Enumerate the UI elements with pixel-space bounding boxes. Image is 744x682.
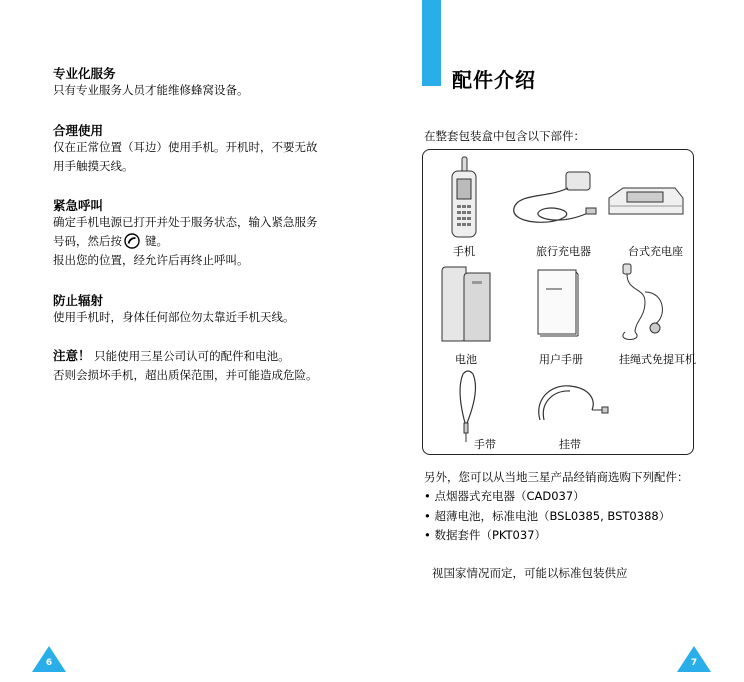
earphone-image <box>615 262 675 344</box>
label-earphone: 挂绳式免提耳机 <box>619 353 696 366</box>
label-travel-charger: 旅行充电器 <box>536 245 591 258</box>
section-title-proper-use: 合理使用 <box>53 123 104 138</box>
title-accent-bar <box>422 0 441 86</box>
note-line-1 <box>53 346 290 366</box>
label-phone: 手机 <box>453 245 475 258</box>
section-text-proper-use-2: 用手触摸天线。 <box>53 159 134 173</box>
section-title-emergency: 紧急呼叫 <box>53 198 104 213</box>
note-label: 注意！ <box>53 348 91 363</box>
intro-text: 在整套包装盒中包含以下部件： <box>424 129 585 143</box>
page-number-right: 7 <box>690 658 698 668</box>
page-title: 配件介绍 <box>452 68 536 92</box>
section-text-emergency-3: 报出您的位置，经允许后再终止呼叫。 <box>53 253 249 267</box>
page-marker-left <box>32 646 66 672</box>
extra-accessories-intro: 另外，您可以从当地三星产品经销商选购下列配件： <box>424 470 689 484</box>
section-text-proper-use-1: 仅在正常位置（耳边）使用手机。开机时，不要无故 <box>53 140 318 154</box>
bullet-item: • 数据套件（PKT037） <box>424 528 547 542</box>
label-hand-strap: 手带 <box>474 438 496 451</box>
section-title-service: 专业化服务 <box>53 66 116 81</box>
note-line-2: 否则会损坏手机，超出质保范围，并可能造成危险。 <box>53 368 318 382</box>
desktop-charger-image <box>605 184 685 222</box>
bullet-text: 点烟器式充电器（CAD037） <box>434 489 585 503</box>
bullet-text: 数据套件（PKT037） <box>434 528 547 542</box>
label-user-manual: 用户手册 <box>539 353 583 366</box>
label-neck-strap: 挂带 <box>559 438 581 451</box>
label-battery: 电池 <box>455 353 477 366</box>
battery-image <box>436 265 496 343</box>
label-desktop-charger: 台式充电座 <box>628 245 683 258</box>
neck-strap-image <box>530 380 610 426</box>
bullet-item: • 超薄电池，标准电池（BSL0385, BST0388） <box>424 509 671 523</box>
page-marker-right <box>677 646 711 672</box>
section-text-service: 只有专业服务人员才能维修蜂窝设备。 <box>53 83 249 97</box>
section-text-emergency-2a: 号码，然后按 <box>53 234 122 248</box>
bullet-text: 超薄电池，标准电池（BSL0385, BST0388） <box>434 509 671 523</box>
section-text-emergency-1: 确定手机电源已打开并处于服务状态，输入紧急服务 <box>53 215 318 229</box>
section-text-radiation: 使用手机时，身体任何部位勿太靠近手机天线。 <box>53 310 295 324</box>
bullet-item: • 点烟器式充电器（CAD037） <box>424 489 585 503</box>
phone-image <box>446 157 482 239</box>
availability-note: 视国家情况而定，可能以标准包装供应 <box>432 566 628 580</box>
send-key-icon <box>124 233 140 249</box>
user-manual-image <box>536 268 580 338</box>
note-text: 只能使用三星公司认可的配件和电池。 <box>94 349 290 363</box>
section-text-emergency-2b: 键。 <box>145 234 168 248</box>
page-number-left: 6 <box>45 658 53 668</box>
section-title-radiation: 防止辐射 <box>53 293 104 308</box>
travel-charger-image <box>508 168 600 228</box>
